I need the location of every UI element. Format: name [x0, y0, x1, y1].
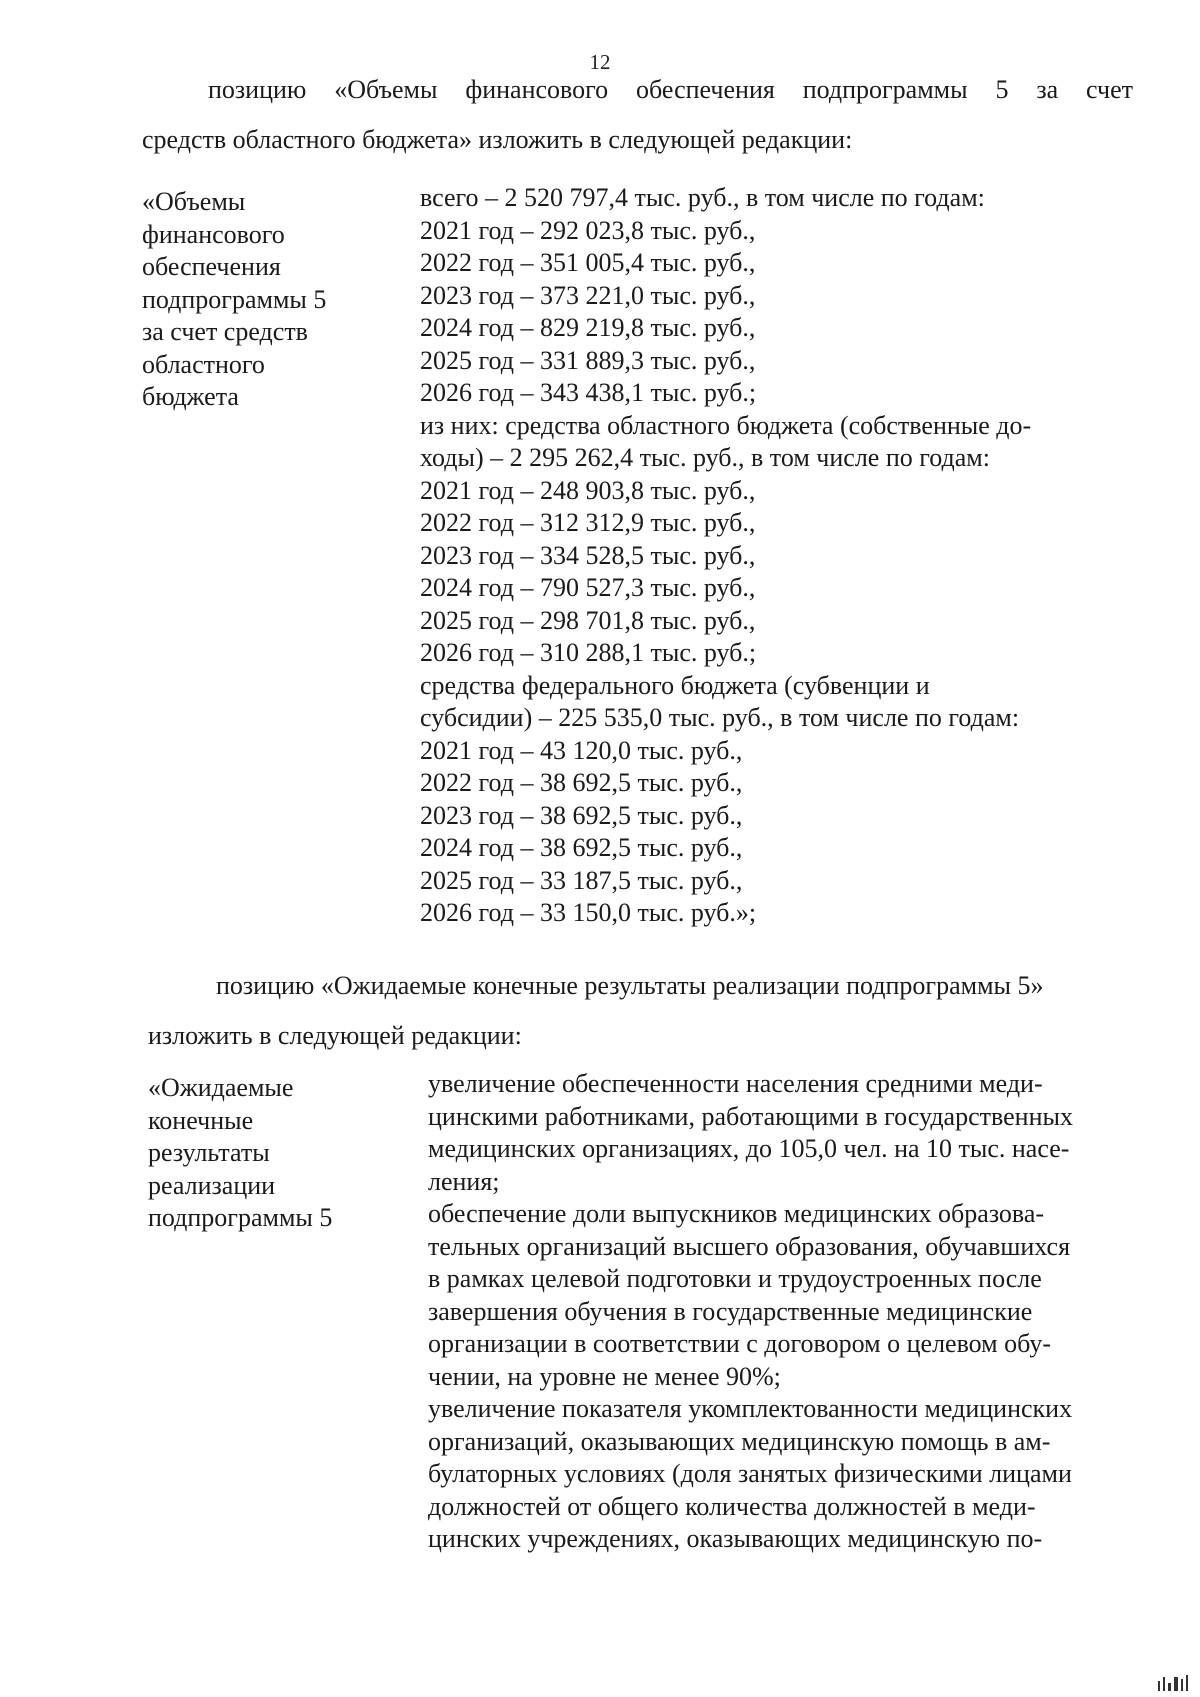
value-line: 2026 год – 33 150,0 тыс. руб.»;	[420, 898, 757, 927]
value-line: 2021 год – 248 903,8 тыс. руб.,	[420, 475, 756, 505]
value-line: обеспечение доли выпускников медицинских образова-	[428, 1199, 1045, 1228]
value-line: 2024 год – 790 527,3 тыс. руб.,	[420, 573, 756, 602]
label-line: реализации	[148, 1170, 276, 1200]
value-line: 2021 год – 43 120,0 тыс. руб.,	[420, 735, 743, 765]
section2-intro-line2: изложить в следующей редакции:	[148, 1021, 522, 1050]
value-line: из них: средства областного бюджета (собственные до-	[420, 410, 1032, 440]
value-line: 2023 год – 334 528,5 тыс. руб.,	[420, 540, 756, 570]
value-line: 2023 год – 38 692,5 тыс. руб.,	[420, 800, 743, 830]
value-line: 2025 год – 331 889,3 тыс. руб.,	[420, 345, 756, 375]
label-line: обеспечения	[142, 252, 281, 281]
label-line: «Ожидаемые	[148, 1073, 294, 1102]
value-line: ления;	[428, 1166, 500, 1196]
label-line: «Объемы	[142, 187, 246, 216]
value-line: средства федерального бюджета (субвенции и	[420, 670, 930, 700]
value-line: 2026 год – 310 288,1 тыс. руб.;	[420, 638, 757, 667]
value-line: тельных организаций высшего образования, обучавшихся	[428, 1231, 1071, 1261]
label-line: бюджета	[142, 382, 239, 411]
page-number: 12	[589, 50, 611, 74]
value-line: увеличение обеспеченности населения средними меди-	[428, 1069, 1043, 1098]
value-line: медицинских организациях, до 105,0 чел. на 10 тыс. насе-	[428, 1134, 1070, 1163]
value-line: 2025 год – 33 187,5 тыс. руб.,	[420, 865, 743, 895]
value-line: всего – 2 520 797,4 тыс. руб., в том числе по годам:	[420, 183, 985, 212]
value-line: 2025 год – 298 701,8 тыс. руб.,	[420, 605, 756, 635]
section1-label	[142, 186, 326, 414]
section2-intro-line1: позицию «Ожидаемые конечные результаты реализации подпрограммы 5»	[216, 971, 1044, 1000]
section2-label	[148, 1072, 332, 1235]
value-line: 2024 год – 829 219,8 тыс. руб.,	[420, 313, 756, 342]
value-line: 2026 год – 343 438,1 тыс. руб.;	[420, 378, 757, 407]
value-line: 2022 год – 38 692,5 тыс. руб.,	[420, 768, 743, 797]
value-line: увеличение показателя укомплектованности медицинских	[428, 1394, 1073, 1423]
label-line: конечные	[148, 1105, 254, 1135]
value-line: 2021 год – 292 023,8 тыс. руб.,	[420, 215, 756, 245]
scan-artifact	[1158, 1675, 1188, 1691]
section2-value	[428, 1068, 1148, 1556]
value-line: организации в соответствии с договором о целевом обу-	[428, 1329, 1052, 1358]
value-line: в рамках целевой подготовки и трудоустроенных после	[428, 1264, 1042, 1293]
value-line: субсидии) – 225 535,0 тыс. руб., в том числе по годам:	[420, 703, 1020, 732]
value-line: организаций, оказывающих медицинскую помощь в ам-	[428, 1426, 1051, 1456]
label-line: результаты	[148, 1138, 270, 1167]
label-line: областного	[142, 349, 265, 379]
label-line: подпрограммы 5	[142, 284, 327, 314]
value-line: 2022 год – 312 312,9 тыс. руб.,	[420, 508, 756, 537]
value-line: 2022 год – 351 005,4 тыс. руб.,	[420, 248, 756, 277]
value-line: булаторных условиях (доля занятых физическими лицами	[428, 1459, 1072, 1488]
section1-intro-line2: средств областного бюджета» изложить в следующей редакции:	[142, 125, 853, 154]
section1-value	[420, 182, 1031, 930]
value-line: цинскими работниками, работающими в государственных	[428, 1101, 1073, 1131]
label-line: за счет средств	[142, 317, 308, 346]
value-line: должностей от общего количества должностей в меди-	[428, 1491, 1036, 1521]
value-line: чении, на уровне не менее 90%;	[428, 1361, 781, 1391]
value-line: ходы) – 2 295 262,4 тыс. руб., в том числе по годам:	[420, 443, 990, 472]
label-line: финансового	[142, 219, 285, 249]
label-line: подпрограммы 5	[148, 1203, 333, 1232]
value-line: 2024 год – 38 692,5 тыс. руб.,	[420, 833, 743, 862]
value-line: цинских учреждениях, оказывающих медицинскую по-	[428, 1524, 1043, 1553]
section1-intro-line1: позицию «Объемы финансового обеспечения подпрограммы 5 за счет	[208, 75, 1133, 104]
value-line: завершения обучения в государственные медицинские	[428, 1296, 1033, 1326]
value-line: 2023 год – 373 221,0 тыс. руб.,	[420, 280, 756, 310]
